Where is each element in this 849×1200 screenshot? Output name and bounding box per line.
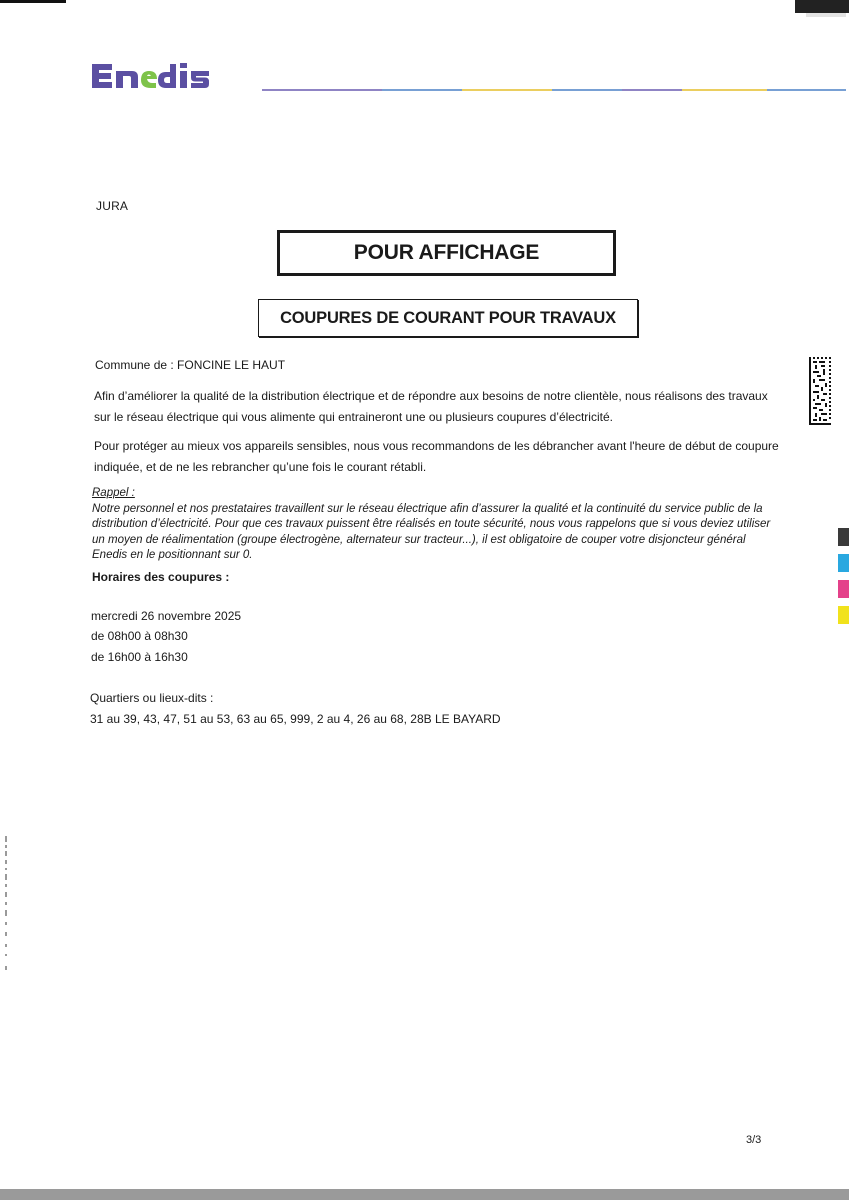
scan-edge-mark (0, 1189, 849, 1200)
scan-edge-mark (806, 13, 846, 17)
print-color-marks (838, 528, 849, 632)
intro-paragraph: Afin d’améliorer la qualité de la distribution électrique et de répondre aux besoins de notre clientèle, nous réalisons des travaux sur le réseau électrique qui vous alimente qui entraineront une ou plusieurs coupures d’électricité. (94, 389, 768, 424)
schedule-slot: de 08h00 à 08h30 (91, 629, 188, 643)
locations-list: 31 au 39, 43, 47, 51 au 53, 63 au 65, 999, 2 au 4, 26 au 68, 28B LE BAYARD (90, 712, 501, 726)
department-label: JURA (96, 199, 129, 213)
print-mark-cyan (838, 554, 849, 572)
print-mark-yellow (838, 606, 849, 624)
print-mark-magenta (838, 580, 849, 598)
commune-line: Commune de : FONCINE LE HAUT (95, 358, 286, 372)
margin-print-code (2, 836, 10, 976)
schedule-slot: de 16h00 à 16h30 (91, 650, 188, 664)
notice-heading: POUR AFFICHAGE (277, 230, 616, 276)
schedule-date: mercredi 26 novembre 2025 (91, 609, 242, 623)
page-number: 3/3 (746, 1134, 762, 1146)
locations-title: Quartiers ou lieux-dits : (90, 691, 214, 705)
reminder-text: Notre personnel et nos prestataires travaillent sur le réseau électrique afin d’assurer la qualité et la continuité du service public de la distribution d’électricité. Pour que ces travaux puissent être réalisés en toute sécurité, nous vous rappelons que si vous deviez utiliser un moyen de réalimentation (groupe électrogène, alternateur sur tracteur...), il est obligatoire de couper votre disjoncteur général Enedis en le positionnant sur 0. (92, 502, 771, 561)
notice-subheading: COUPURES DE COURANT POUR TRAVAUX (258, 299, 638, 337)
scan-edge-mark (0, 0, 66, 3)
advice-paragraph: Pour protéger au mieux vos appareils sensibles, nous vous recommandons de les débrancher avant l'heure de début de coupure indiquée, et de ne les rebrancher qu’une fois le courant rétabli. (94, 439, 779, 474)
print-mark-black (838, 528, 849, 546)
reminder-block (92, 486, 772, 564)
datamatrix-code (809, 357, 831, 425)
header-divider (262, 89, 846, 92)
scan-edge-mark (795, 0, 849, 13)
schedule-title: Horaires des coupures : (92, 570, 230, 584)
reminder-title: Rappel : (92, 487, 135, 499)
enedis-logo (90, 58, 250, 94)
